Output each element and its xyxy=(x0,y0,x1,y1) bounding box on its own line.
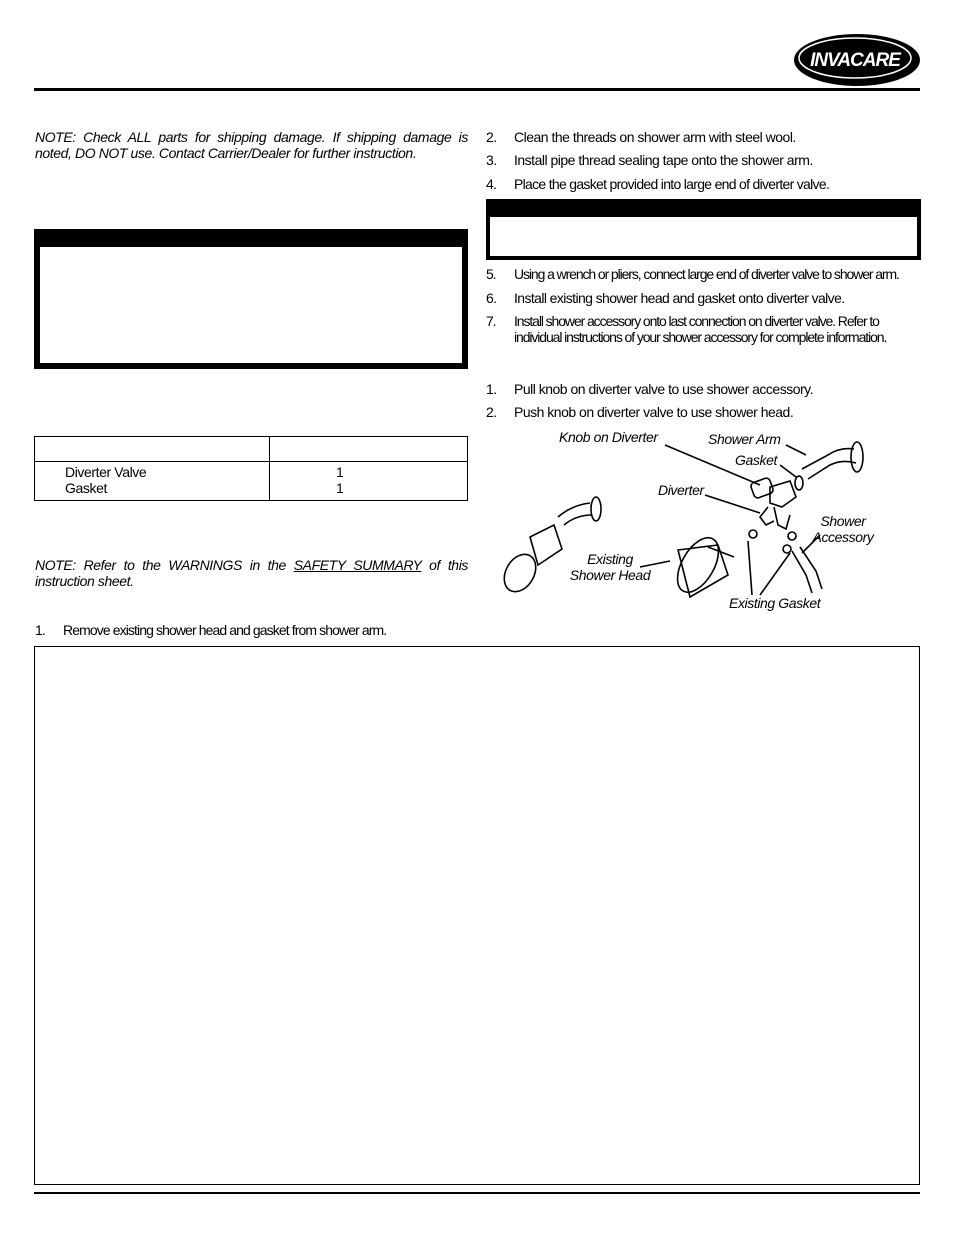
warning-box-right-body xyxy=(490,217,917,256)
safety-summary-link[interactable]: SAFETY SUMMARY xyxy=(293,557,422,573)
svg-text:INVACARE: INVACARE xyxy=(810,50,900,71)
step-text: Pull knob on diverter valve to use shower accessory. xyxy=(514,381,814,397)
step-text: Clean the threads on shower arm with steel wool. xyxy=(514,129,796,145)
label-existing-gasket: Existing Gasket xyxy=(729,595,821,611)
invacare-logo xyxy=(793,30,923,88)
safety-note-suffix: of this instruction sheet. xyxy=(35,557,469,589)
step-number: 2. xyxy=(486,129,497,145)
step-text: Remove existing shower head and gasket from shower arm. xyxy=(63,622,387,638)
diverter-figure xyxy=(490,425,920,620)
parts-header-row xyxy=(35,437,468,462)
header-rule xyxy=(34,88,920,91)
install-step-3 xyxy=(486,152,920,168)
step-number: 1. xyxy=(35,622,45,638)
install-step-1 xyxy=(35,622,475,638)
part-qty: 1 xyxy=(270,462,468,481)
warning-box-right xyxy=(486,199,921,260)
shipping-note: NOTE: Check ALL parts for shipping damage. If shipping damage is noted, DO NOT use. Contact Carrier/Dealer for further instruction. xyxy=(35,129,468,161)
install-step-2 xyxy=(486,129,920,145)
label-accessory-line1: Shower xyxy=(820,513,866,529)
step-text-continued: individual instructions of your shower accessory for complete information. xyxy=(514,329,887,345)
warning-box-left-body xyxy=(40,247,462,363)
label-gasket: Gasket xyxy=(735,452,777,468)
label-shower-arm: Shower Arm xyxy=(708,431,781,447)
parts-header-item xyxy=(35,437,270,462)
table-row xyxy=(35,462,468,481)
install-step-4 xyxy=(486,176,920,192)
part-qty: 1 xyxy=(270,480,468,501)
step-text: Using a wrench or pliers, connect large end of diverter valve to shower arm. xyxy=(514,266,899,282)
label-existing-shower-head xyxy=(568,551,652,583)
step-number: 7. xyxy=(486,313,496,329)
part-name: Diverter Valve xyxy=(35,462,270,481)
step-number: 1. xyxy=(486,381,497,397)
install-step-5 xyxy=(486,266,920,282)
label-accessory-line2: Accessory xyxy=(812,529,874,545)
label-shower-accessory xyxy=(810,513,876,545)
step-number: 2. xyxy=(486,404,497,420)
step-number: 3. xyxy=(486,152,497,168)
logo-shape xyxy=(793,30,923,88)
step-text: Push knob on diverter valve to use shower head. xyxy=(514,404,794,420)
step-text: Install pipe thread sealing tape onto the shower arm. xyxy=(514,152,813,168)
install-step-6 xyxy=(486,290,920,306)
step-number: 4. xyxy=(486,176,497,192)
label-knob-on-diverter: Knob on Diverter xyxy=(559,429,658,445)
parts-header-qty xyxy=(270,437,468,462)
step-text: Install shower accessory onto last connection on diverter valve. Refer to xyxy=(514,313,879,329)
install-step-7 xyxy=(486,313,920,345)
part-name: Gasket xyxy=(35,480,270,501)
step-number: 6. xyxy=(486,290,497,306)
footer-rule xyxy=(34,1192,920,1194)
label-existing-line1: Existing xyxy=(587,551,633,567)
large-content-box xyxy=(34,646,920,1185)
step-number: 5. xyxy=(486,266,496,282)
warning-box-left xyxy=(34,229,468,369)
table-row xyxy=(35,480,468,501)
step-text: Place the gasket provided into large end of diverter valve. xyxy=(514,176,830,192)
label-diverter: Diverter xyxy=(658,482,704,498)
step-text: Install existing shower head and gasket onto diverter valve. xyxy=(514,290,845,306)
operation-step-1 xyxy=(486,381,920,397)
safety-note xyxy=(35,557,468,589)
parts-table xyxy=(34,436,468,501)
label-existing-line2: Shower Head xyxy=(569,567,651,583)
operation-step-2 xyxy=(486,404,920,420)
safety-note-prefix: NOTE: Refer to the WARNINGS in the xyxy=(35,557,294,573)
